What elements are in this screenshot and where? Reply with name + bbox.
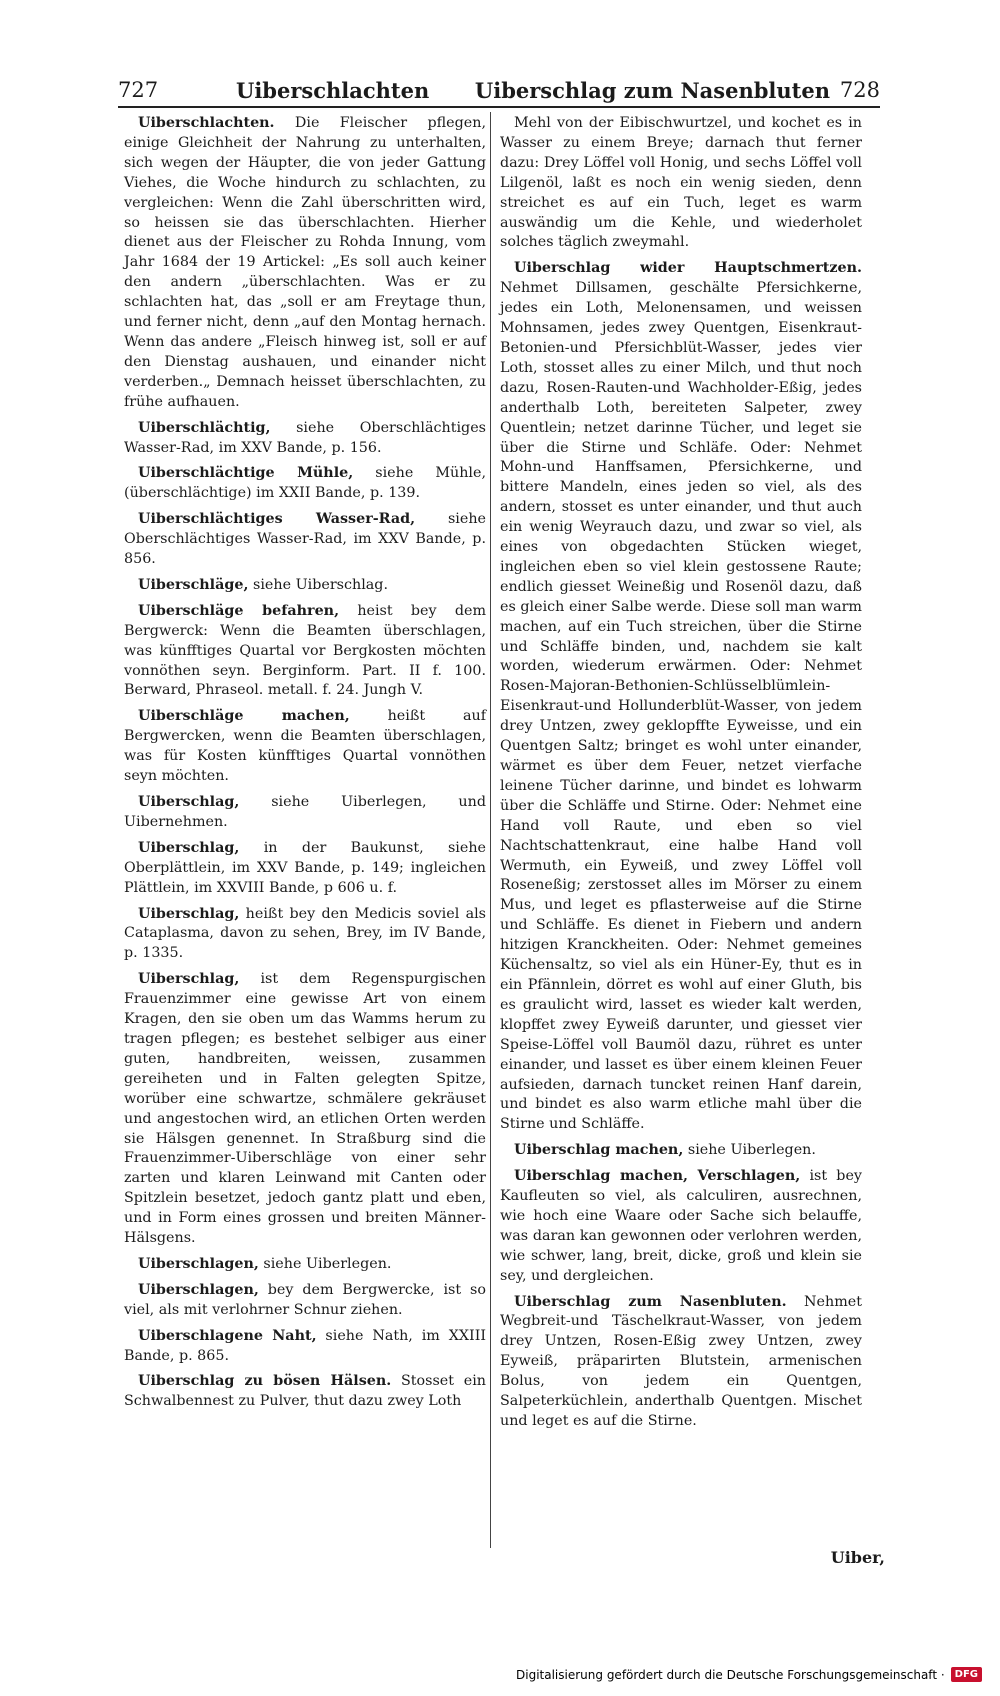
entry-text: ist bey Kaufleuten so viel, als calculiren, ausrechnen, wie hoch eine Waare oder Sache sich belauffe, was daran kan gewonnen oder verlohren werden, wie schwer, lang, breit, dicke, groß und klein sie sey, und dergleichen. [500, 1168, 862, 1284]
dictionary-entry [124, 1281, 486, 1321]
entry-headword: Uiberschlachten. [138, 115, 275, 131]
running-header [118, 72, 880, 108]
entry-text: Nehmet Wegbreit-und Täschelkraut-Wasser, von jedem drey Untzen, Rosen-Eßig zwey Untzen, zwey Eyweiß, präparirten Blutstein, armenischen Bolus, von jedem ein Quentgen, Salpeterküchlein, anderthalb Quentgen. Mischet und leget es auf die Stirne. [500, 1293, 862, 1429]
entry-headword: Uiberschlag, [138, 905, 240, 922]
dictionary-entry [124, 1255, 486, 1275]
entry-headword: Uiberschläge befahren, [138, 602, 340, 619]
entry-text: Stosset ein Schwalbennest zu Pulver, thut dazu zwey Loth [124, 1373, 486, 1410]
dictionary-entry [124, 839, 486, 899]
left-running-title: Uiberschlachten [236, 78, 430, 103]
entry-text: bey dem Bergwercke, ist so viel, als mit verlohrner Schnur ziehen. [124, 1281, 486, 1318]
entry-text: siehe Oberschlächtiges Wasser-Rad, im XXV Bande, p. 856. [124, 511, 486, 568]
dictionary-entry [124, 1327, 486, 1367]
entry-text: ist dem Regenspurgischen Frauenzimmer eine gewisse Art von einem Kragen, den sie oben um das Wamms herum zu tragen pflegen; es bestehet selbiger aus einer guten, handbreiten, weissen, zusammen gereiheten und in Falten gelegten Spitze, worüber eine schwartze, schmälere gekräuset und angestochen wird, an etlichen Orten werden sie Hälsgen genennet. In Straßburg sind die Frauenzimmer-Uiberschläge von einer sehr zarten und klaren Leinwand mit Canten oder Spitzlein besetzet, jedoch gantz platt und eben, und in Form eines grossen und breiten Männer-Hälsgens. [124, 971, 487, 1247]
dictionary-entry [124, 419, 486, 459]
entry-text: Die Fleischer pflegen, einige Gleichheit der Nahrung zu unterhalten, sich wegen der Häupter, die von jeder Gattung Viehes, die Woche hindurch zu schlachten, zu vergleichen: Wenn die Zahl überschritten wird, so heissen sie das überschlachten. Hierher dienet aus der Fleischer zu Rohda Innung, vom Jahr 1684 der 19 Artickel: „Es soll auch keiner den andern „überschlachten. Was er zu schlachten hat, das „soll er am Freytage thun, und ferner nicht, denn „auf den Montag hernach. Wenn das andere „Fleisch hinweg ist, soll er auf den Dienstag aushauen, und einander nicht verderben.„ Demnach heisset überschlachten, zu frühe aufhauen. [124, 115, 486, 410]
dictionary-entry [500, 259, 862, 1135]
dictionary-entry [124, 707, 486, 787]
dictionary-entry [124, 576, 486, 596]
entry-headword: Uiberschlag wider Hauptschmertzen. [514, 260, 862, 277]
footer-text: Digitalisierung gefördert durch die Deutsche Forschungsgemeinschaft · [516, 1667, 945, 1682]
entry-text: siehe Uiberlegen. [263, 1255, 392, 1272]
entry-text: siehe Oberschlächtiges Wasser-Rad, im XXV Bande, p. 156. [124, 419, 486, 456]
entry-text: siehe Uiberlegen, und Uibernehmen. [124, 794, 486, 830]
dfg-logo-icon: DFG [951, 1667, 982, 1682]
dictionary-entry [500, 1167, 862, 1286]
entry-headword: Uiberschlächtiges Wasser-Rad, [138, 511, 416, 528]
right-column [500, 114, 862, 1438]
entry-text: Mehl von der Eibischwurtzel, und kochet es in Wasser zu einem Breye; darnach thut ferner dazu: Drey Löffel voll Honig, und sechs Löffel voll Lilgenöl, laßt es noch ein wenig sieden, denn streichet es auf ein Tuch, leget es warm auswändig um die Kehle, und wiederholet solches täglich zweymahl. [500, 115, 862, 251]
entry-headword: Uiberschlagen, [138, 1255, 259, 1272]
entry-text: heißt bey den Medicis soviel als Cataplasma, davon zu sehen, Brey, im IV Bande, p. 1335. [124, 905, 487, 962]
dictionary-entry [500, 114, 862, 253]
dictionary-entry [124, 793, 486, 833]
left-page-number: 727 [118, 78, 159, 102]
dictionary-entry [124, 602, 486, 702]
entry-headword: Uiberschlagen, [138, 1281, 259, 1298]
entry-headword: Uiberschlag, [138, 839, 240, 856]
entry-headword: Uiberschlächtige Mühle, [138, 465, 354, 482]
dictionary-entry [124, 464, 486, 504]
entry-text: in der Baukunst, siehe Oberplättlein, im XXV Bande, p. 149; ingleichen Plättlein, im XXVIII Bande, p 606 u. f. [124, 839, 487, 896]
dictionary-entry [124, 905, 486, 965]
entry-text: heißt auf Bergwercken, wenn die Beamten überschlagen, was für Kosten künfftiges Quartal vonnöthen seyn möchten. [124, 708, 486, 785]
dictionary-entry [124, 114, 486, 413]
dictionary-entry [500, 1141, 862, 1161]
entry-headword: Uiberschlag machen, [514, 1142, 684, 1159]
entry-headword: Uiberschlagene Naht, [138, 1327, 317, 1344]
entry-text: Nehmet Dillsamen, geschälte Pfersichkerne, jedes ein Loth, Melonensamen, und weissen Mohnsamen, jedes zwey Quentgen, Eisenkraut-Betonien-und Pfersichblüt-Wasser, jedes vier Loth, stosset alles zu einer Milch, und thut noch dazu, Rosen-Rauten-und Wachholder-Eßig, jedes anderthalb Loth, bereiteten Salpeter, zwey Quentlein; netzet darinne Tücher, und leget sie über die Stirne und Schläfe. Oder: Nehmet Mohn-und Hanffsamen, Pfersichkerne, und bittere Mandeln, eines jeden so viel, als des andern, stosset es unter einander, und thut auch ein wenig Weyrauch dazu, und zwar so viel, als eines von obgedachten Stücken wieget, ingleichen eben so viel klein gestossene Raute; endlich giesset Weineßig und Rosenöl dazu, daß es gleich einer Salbe werde. Diese soll man warm machen, auf ein Tuch streichen, über die Stirne und Schläffe binden, und, nachdem sie kalt worden, wiederum erwärmen. Oder: Nehmet Rosen-Majoran-Bethonien-Schlüsselblümlein-Eisenkraut-und Hollunderblüt-Wasser, von jedem drey Untzen, zwey geklopffte Eyweisse, und ein Quentgen Saltz; bringet es wohl unter einander, wärmet es über dem Feuer, netzet vierfache leinene Tücher darinne, und bindet es lohwarm über die Schläffe und Stirne. Oder: Nehmet eine Hand voll Raute, und eben so viel Nachtschattenkraut, eine halbe Hand voll Wermuth, ein Eyweiß, und zwey Löffel voll Roseneßig; zerstosset alles im Mörser zu einem Mus, und leget es pflasterweise auf die Stirne und Schläffe. Es dienet in Fiebern und andern hitzigen Kranckheiten. Oder: Nehmet gemeines Küchensaltz, so viel als ein Hüner-Ey, thut es in ein Pfännlein, dörret es wohl auf einer Gluth, bis es graulicht wird, lasset es wieder kalt werden, klopffet zwey Eyweiß darunter, und giesset vier Speise-Löffel voll Baumöl dazu, rühret es unter einander, und lasset es über einem kleinen Feuer aufsieden, darnach tuncket reinen Hanf darein, und bindet es also warm etliche mahl über die Stirne und Schläffe. [500, 280, 862, 1133]
entry-text: siehe Uiberschlag. [253, 576, 388, 593]
catchword: Uiber, [830, 1548, 885, 1567]
dictionary-entry [124, 970, 486, 1249]
entry-text: heist bey dem Bergwerck: Wenn die Beamten überschlagen, was künfftiges Quartal vor Bergkosten möchten vonnöthen seyn. Berginform. Part. II f. 100. Berward, Phraseol. metall. f. 24. Jungh V. [124, 602, 486, 699]
digitization-footer [516, 1667, 982, 1682]
left-column [124, 114, 486, 1418]
entry-text: siehe Nath, im XXIII Bande, p. 865. [124, 1327, 486, 1364]
dictionary-entry [124, 510, 486, 570]
column-divider [490, 112, 491, 1548]
entry-text: siehe Mühle, (überschlächtige) im XXII Bande, p. 139. [124, 465, 486, 502]
dictionary-entry [124, 1372, 486, 1412]
dictionary-entry [500, 1293, 862, 1432]
right-running-title: Uiberschlag zum Nasenbluten [474, 78, 830, 103]
entry-headword: Uiberschlag zum Nasenbluten. [514, 1293, 787, 1310]
right-page-number: 728 [839, 78, 880, 102]
entry-headword: Uiberschlag machen, Verschlagen, [514, 1168, 801, 1185]
entry-headword: Uiberschlag, [138, 971, 240, 988]
entry-headword: Uiberschlächtig, [138, 419, 271, 436]
entry-headword: Uiberschlag zu bösen Hälsen. [138, 1373, 392, 1390]
entry-headword: Uiberschläge machen, [138, 708, 350, 725]
entry-headword: Uiberschlag, [138, 794, 240, 810]
entry-headword: Uiberschläge, [138, 576, 249, 593]
entry-text: siehe Uiberlegen. [687, 1142, 816, 1159]
